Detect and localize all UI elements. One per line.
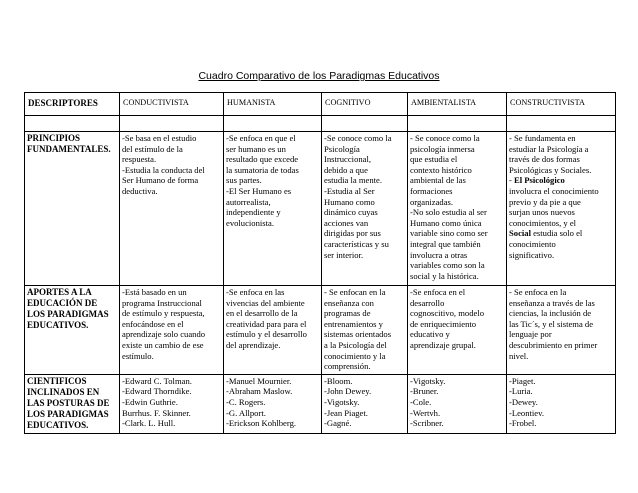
spacer-cell	[507, 116, 616, 132]
cell-principios-cognitivo: -Se conoce como la Psicología Instruccional, debido a que estudia la mente. -Estudia al Ser Humano como dinámico cuyas acciones van dirigidas por sus características y su ser interior.	[322, 132, 408, 286]
header-cognitivo: COGNITIVO	[322, 93, 408, 116]
table-row-principios	[25, 132, 616, 286]
table-row-cientificos	[25, 374, 616, 433]
row-label-cientificos: CIENTIFICOS INCLINADOS EN LAS POSTURAS DE LOS PARADIGMAS EDUCATIVOS.	[25, 374, 120, 433]
cell-principios-humanista: -Se enfoca en que el ser humano es un resultado que excede la sumatoria de todas sus partes. -El Ser Humano es autorrealista, independiente y evolucionista.	[224, 132, 322, 286]
page-title: Cuadro Comparativo de los Paradigmas Educativos	[198, 70, 440, 82]
spacer-cell	[408, 116, 507, 132]
spacer-cell	[120, 116, 224, 132]
cell-cientificos-cognitivo: -Bloom. -John Dewey. -Vigotsky. -Jean Piaget. -Gagné.	[322, 374, 408, 433]
cell-aportes-humanista: -Se enfoca en las vivencias del ambiente en el desarrollo de la creatividad para para el estímulo y el desarrollo del aprendizaje.	[224, 286, 322, 375]
row-label-aportes: APORTES A LA EDUCACIÓN DE LOS PARADIGMAS EDUCATIVOS.	[25, 286, 120, 375]
table-row-aportes	[25, 286, 616, 375]
cell-principios-conductivista: -Se basa en el estudio del estímulo de la respuesta. -Estudia la conducta del Ser Humano de forma deductiva.	[120, 132, 224, 286]
header-ambientalista: AMBIENTALISTA	[408, 93, 507, 116]
cell-aportes-constructivista: - Se enfoca en la enseñanza a través de las ciencias, la inclusión de las Tic´s, y el sistema de lenguaje por descubrimiento en primer nivel.	[507, 286, 616, 375]
cell-cientificos-ambientalista: -Vigotsky. -Bruner. -Cole. -Wertvh. -Scribner.	[408, 374, 507, 433]
comparison-table	[24, 92, 616, 434]
cell-principios-ambientalista: - Se conoce como la psicología inmersa que estudia el contexto histórico ambiental de las formaciones organizadas. -No solo estudia al ser Humano como única variable sino como ser integral que también involucra a otras variables como son la social y la histórica.	[408, 132, 507, 286]
spacer-cell	[224, 116, 322, 132]
cell-aportes-ambientalista: -Se enfoca en el desarrollo cognoscitivo, modelo de enriquecimiento educativo y aprendizaje grupal.	[408, 286, 507, 375]
row-label-principios: PRINCIPIOS FUNDAMENTALES.	[25, 132, 120, 286]
cell-aportes-conductivista: -Está basado en un programa Instruccional de estímulo y respuesta, enfocándose en el aprendizaje solo cuando existe un cambio de ese estímulo.	[120, 286, 224, 375]
cell-cientificos-constructivista: -Piaget. -Luria. -Dewey. -Leontiev. -Frobel.	[507, 374, 616, 433]
table-header-row	[25, 93, 616, 116]
header-constructivista: CONSTRUCTIVISTA	[507, 93, 616, 116]
cell-cientificos-conductivista: -Edward C. Tolman. -Edward Thorndike. -Edwin Guthrie. Burrhus. F. Skinner. -Clark. L. Hull.	[120, 374, 224, 433]
cell-aportes-cognitivo: - Se enfocan en la enseñanza con programas de entrenamientos y sistemas orientados a la Psicología del conocimiento y la comprensión.	[322, 286, 408, 375]
header-descriptores: DESCRIPTORES	[25, 93, 120, 116]
spacer-cell	[322, 116, 408, 132]
cell-cientificos-humanista: -Manuel Mournier. -Abraham Maslow. -C. Rogers. -G. Allport. -Erickson Kohlberg.	[224, 374, 322, 433]
header-humanista: HUMANISTA	[224, 93, 322, 116]
spacer-cell	[25, 116, 120, 132]
spacer-row	[25, 116, 616, 132]
cell-principios-constructivista: - Se fundamenta en estudiar la Psicología a través de dos formas Psicológicas y Sociales. - El Psicológico involucra el conocimiento previo y da pie a que surjan unos nuevos conocimientos, y el Social estudia solo el conocimiento significativo.	[507, 132, 616, 286]
header-conductivista: CONDUCTIVISTA	[120, 93, 224, 116]
